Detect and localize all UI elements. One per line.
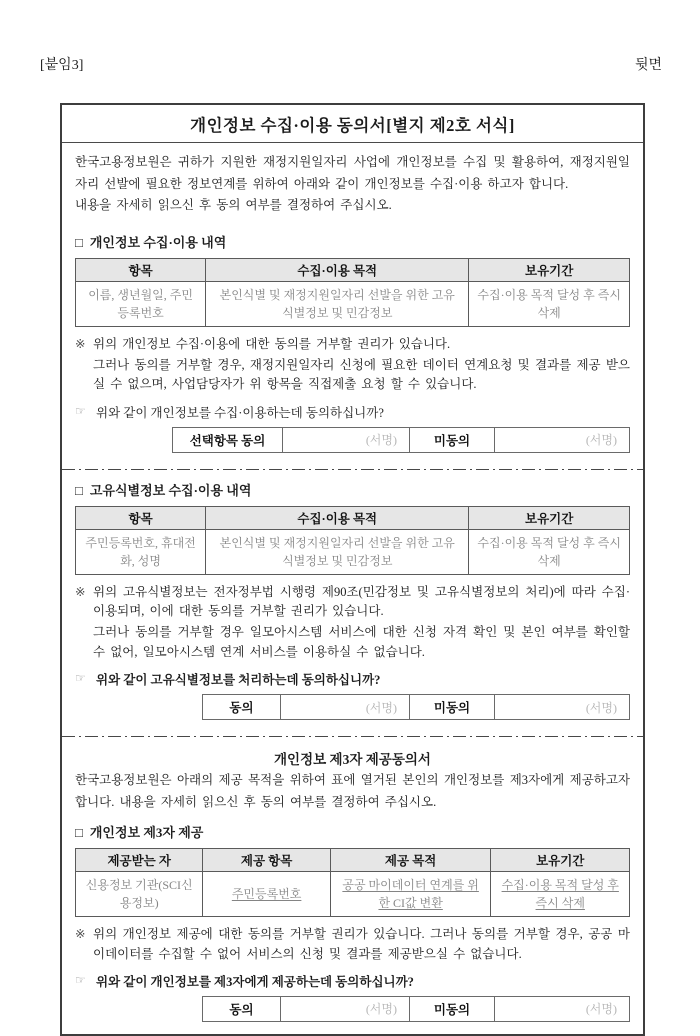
note-line (75, 623, 630, 662)
table-header-cell: 제공받는 자 (76, 849, 203, 872)
consent-question (75, 972, 630, 990)
form-title: 개인정보 수집·이용 동의서[별지 제2호 서식] (62, 105, 643, 143)
disagree-option-label: 미동의 (410, 996, 495, 1021)
table-header-row (76, 849, 630, 872)
unique-id-table (75, 506, 630, 575)
note-line (75, 925, 630, 964)
table-header-cell: 수집·이용 목적 (206, 506, 469, 529)
pointing-hand-icon: ☞ (75, 671, 86, 686)
table-header-cell: 제공 목적 (330, 849, 491, 872)
collection-table (75, 258, 630, 327)
checkbox-icon: □ (75, 825, 83, 841)
disagree-option-label: 미동의 (410, 427, 495, 452)
attachment-label: [붙임3] (40, 58, 84, 73)
table-row (76, 281, 630, 326)
table-cell: 본인식별 및 재정지원일자리 선발을 위한 고유식별정보 및 민감정보 (206, 281, 469, 326)
consent-signature-table (172, 427, 630, 453)
consent-signature-table (202, 694, 630, 720)
section-third-party-heading-label: 개인정보 제3자 제공 (89, 825, 204, 841)
agree-option-label: 동의 (203, 695, 281, 720)
table-cell: 이름, 생년월일, 주민등록번호 (76, 281, 206, 326)
pointing-hand-icon: ☞ (75, 972, 86, 987)
agree-signature-field[interactable]: (서명) (281, 996, 410, 1021)
table-header-cell: 제공 항목 (203, 849, 330, 872)
table-cell: 주민등록번호, 휴대전화, 성명 (76, 529, 206, 574)
section-unique-id-heading (75, 480, 630, 499)
table-cell: 수집·이용 목적 달성 후 즉시 삭제 (469, 529, 630, 574)
page-side-label: 뒷면 (634, 58, 662, 73)
table-cell: 주민등록번호 (203, 872, 330, 917)
section-collection-heading-label: 개인정보 수집·이용 내역 (89, 234, 227, 250)
section-third-party (62, 737, 643, 1034)
table-header-cell: 항목 (76, 506, 206, 529)
table-row (76, 529, 630, 574)
section-collection-heading (75, 232, 630, 251)
intro-paragraph-2: 내용을 자세히 읽으신 후 동의 여부를 결정하여 주십시오. (75, 198, 392, 212)
table-header-row (76, 506, 630, 529)
section-collection (62, 143, 643, 465)
note-text: 위의 개인정보 제공에 대한 동의를 거부할 권리가 있습니다. 그러나 동의를 거부할 경우, 공공 마이데이터를 수집할 수 없어 서비스의 신청 및 결과를 제공받으실 수 없습니다. (93, 927, 630, 961)
table-cell: 수집·이용 목적 달성 후 즉시 삭제 (469, 281, 630, 326)
note-line (75, 356, 630, 395)
disagree-signature-field[interactable]: (서명) (495, 996, 630, 1021)
table-header-cell: 항목 (76, 258, 206, 281)
section-unique-id-heading-label: 고유식별정보 수집·이용 내역 (89, 482, 252, 498)
pointing-hand-icon: ☞ (75, 403, 86, 418)
disagree-signature-field[interactable]: (서명) (495, 427, 630, 452)
third-party-intro: 한국고용정보원은 아래의 제공 목적을 위하여 표에 열거된 본인의 개인정보를 제3자에게 제공하고자 합니다. 내용을 자세히 읽으신 후 동의 여부를 결정하여 주십시오. (75, 773, 630, 809)
section-third-party-heading (75, 822, 630, 841)
reference-mark-icon: ※ (75, 336, 86, 351)
consent-signature-table (202, 996, 630, 1022)
question-text: 위와 같이 개인정보를 수집·이용하는데 동의하십니까? (96, 405, 384, 420)
consent-question (75, 403, 630, 421)
table-header-cell: 보유기간 (491, 849, 630, 872)
note-text: 위의 고유식별정보는 전자정부법 시행령 제90조(민감정보 및 고유식별정보의 처리)에 따라 수집·이용되며, 이에 대한 동의를 거부할 권리가 있습니다. (93, 584, 630, 618)
consent-row (173, 427, 630, 452)
section-unique-id (62, 470, 643, 733)
third-party-title: 개인정보 제3자 제공동의서 (274, 752, 431, 768)
page-header (0, 0, 700, 74)
intro-paragraph-1: 한국고용정보원은 귀하가 지원한 재정지원일자리 사업에 개인정보를 수집 및 활용하여, 재정지원일자리 선발에 필요한 정보연계를 위하여 아래와 같이 개인정보를 수집·이용 하고자 합니다. (75, 155, 630, 191)
table-header-cell: 보유기간 (469, 506, 630, 529)
table-cell: 신용정보 기관(SCI신용정보) (76, 872, 203, 917)
agree-option-label: 동의 (203, 996, 281, 1021)
table-header-cell: 보유기간 (469, 258, 630, 281)
note-text: 그러나 동의를 거부할 경우, 재정지원일자리 신청에 필요한 데이터 연계요청 및 결과를 제공 받으실 수 없으며, 사업담당자가 위 항목을 직접제출 요청 할 수 있습니다. (93, 357, 630, 392)
question-text: 위와 같이 개인정보를 제3자에게 제공하는데 동의하십니까? (96, 974, 414, 989)
note-line (75, 335, 630, 354)
consent-row (203, 996, 630, 1021)
note-text: 위의 개인정보 수집·이용에 대한 동의를 거부할 권리가 있습니다. (93, 336, 451, 351)
reference-mark-icon: ※ (75, 584, 86, 599)
checkbox-icon: □ (75, 482, 83, 498)
table-header-cell: 수집·이용 목적 (206, 258, 469, 281)
table-cell: 수집·이용 목적 달성 후 즉시 삭제 (491, 872, 630, 917)
question-text: 위와 같이 고유식별정보를 처리하는데 동의하십니까? (96, 673, 381, 688)
table-cell: 공공 마이데이터 연계를 위한 CI값 변환 (330, 872, 491, 917)
disagree-option-label: 미동의 (410, 695, 495, 720)
table-cell: 본인식별 및 재정지원일자리 선발을 위한 고유식별정보 및 민감정보 (206, 529, 469, 574)
agree-option-label: 선택항목 동의 (173, 427, 283, 452)
agree-signature-field[interactable]: (서명) (281, 695, 410, 720)
consent-form (60, 103, 645, 1036)
disagree-signature-field[interactable]: (서명) (495, 695, 630, 720)
third-party-table (75, 848, 630, 917)
consent-question (75, 670, 630, 688)
note-text: 그러나 동의를 거부할 경우 일모아시스템 서비스에 대한 신청 자격 확인 및 본인 여부를 확인할 수 없어, 일모아시스템 연계 서비스를 이용하실 수 없습니다. (93, 625, 630, 659)
reference-mark-icon: ※ (75, 927, 86, 942)
consent-row (203, 695, 630, 720)
agree-signature-field[interactable]: (서명) (283, 427, 410, 452)
checkbox-icon: □ (75, 234, 83, 250)
table-header-row (76, 258, 630, 281)
note-line (75, 583, 630, 622)
table-row (76, 872, 630, 917)
